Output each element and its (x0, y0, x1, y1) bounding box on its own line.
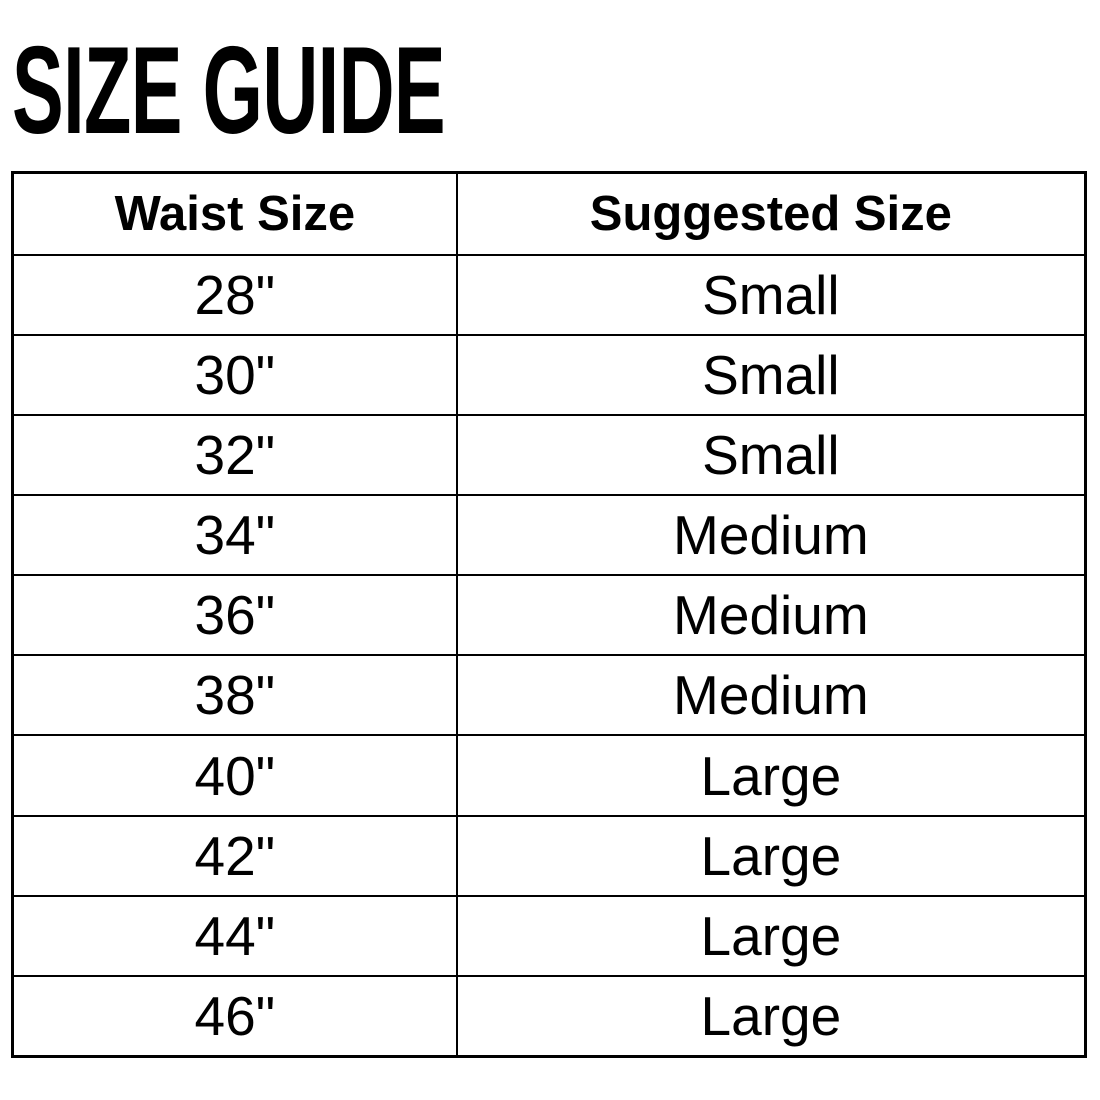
waist-size-cell: 34" (13, 495, 457, 575)
suggested-size-column-header: Suggested Size (457, 173, 1086, 256)
suggested-size-cell: Medium (457, 655, 1086, 735)
table-row (13, 495, 1086, 575)
table-row (13, 976, 1086, 1057)
waist-size-cell: 32" (13, 415, 457, 495)
table-body (13, 255, 1086, 1057)
table-row (13, 896, 1086, 976)
suggested-size-cell: Small (457, 335, 1086, 415)
waist-size-cell: 40" (13, 735, 457, 815)
table-header (13, 173, 1086, 256)
waist-size-cell: 46" (13, 976, 457, 1057)
waist-size-cell: 38" (13, 655, 457, 735)
table-row (13, 655, 1086, 735)
table-row (13, 816, 1086, 896)
size-guide-table (11, 171, 1087, 1058)
suggested-size-cell: Large (457, 896, 1086, 976)
waist-size-column-header: Waist Size (13, 173, 457, 256)
table-row (13, 415, 1086, 495)
table-row (13, 335, 1086, 415)
table-row (13, 735, 1086, 815)
suggested-size-cell: Small (457, 415, 1086, 495)
waist-size-cell: 44" (13, 896, 457, 976)
table-row (13, 575, 1086, 655)
suggested-size-cell: Medium (457, 575, 1086, 655)
waist-size-cell: 30" (13, 335, 457, 415)
suggested-size-cell: Large (457, 735, 1086, 815)
waist-size-cell: 28" (13, 255, 457, 335)
page-title: SIZE GUIDE (12, 22, 445, 160)
waist-size-cell: 36" (13, 575, 457, 655)
waist-size-cell: 42" (13, 816, 457, 896)
suggested-size-cell: Large (457, 816, 1086, 896)
suggested-size-cell: Small (457, 255, 1086, 335)
header-row (13, 173, 1086, 256)
suggested-size-cell: Medium (457, 495, 1086, 575)
suggested-size-cell: Large (457, 976, 1086, 1057)
table-row (13, 255, 1086, 335)
